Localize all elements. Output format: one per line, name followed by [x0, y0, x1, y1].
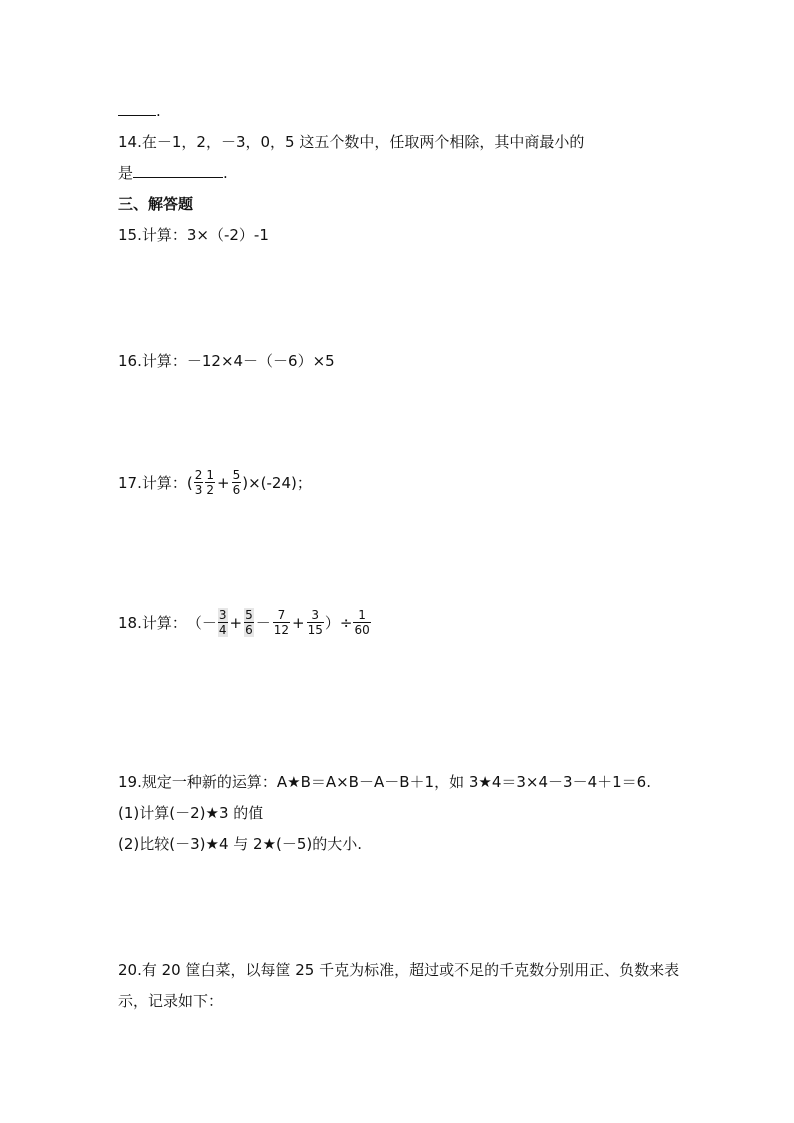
fraction: $\frac{3}{15}$: [307, 608, 323, 637]
answer-blank[interactable]: [133, 163, 223, 178]
fraction: $\frac{1}{2}$: [206, 468, 214, 497]
question-17: 17.计算： ( $\frac{2}{3}$ $\frac{1}{2}$ + $\frac{5}{6}$ )×(-24)；: [118, 468, 312, 497]
question-14-line1: 14.在－1，2，－3，0，5 这五个数中，任取两个相除，其中商最小的: [118, 133, 585, 151]
question-19-part1: (1)计算(－2)★3 的值: [118, 804, 264, 822]
question-19-part2: (2)比较(－3)★4 与 2★(－5)的大小.: [118, 835, 363, 853]
fraction: $\frac{1}{60}$: [354, 608, 370, 637]
question-20-line2: 示，记录如下：: [118, 992, 224, 1010]
question-14-line2: 是 .: [118, 164, 228, 182]
question-18: 18.计算： （－ $\frac{3}{4}$ + $\frac{5}{6}$ － $\frac{7}{12}$ + $\frac{3}{15}$ ）÷ $\frac{1}{60}$: [118, 608, 370, 637]
fraction: $\frac{5}{6}$: [232, 468, 241, 497]
question-16: 16.计算：－12×4－（－6）×5: [118, 352, 335, 370]
question-15: 15.计算：3×（-2）-1: [118, 226, 269, 244]
fraction: $\frac{3}{4}$: [218, 608, 227, 637]
question-20-line1: 20.有 20 筐白菜，以每筐 25 千克为标准，超过或不足的千克数分别用正、负数来表: [118, 961, 680, 979]
fraction: $\frac{5}{6}$: [245, 608, 253, 637]
question-19-line1: 19.规定一种新的运算：A★B＝A×B－A－B＋1，如 3★4＝3×4－3－4＋1＝6.: [118, 773, 651, 791]
fraction: $\frac{2}{3}$: [194, 468, 203, 497]
answer-blank[interactable]: [118, 101, 156, 116]
section-heading: 三、解答题: [118, 195, 194, 213]
fraction: $\frac{7}{12}$: [273, 608, 290, 637]
q13-answer-line: .: [118, 100, 161, 122]
